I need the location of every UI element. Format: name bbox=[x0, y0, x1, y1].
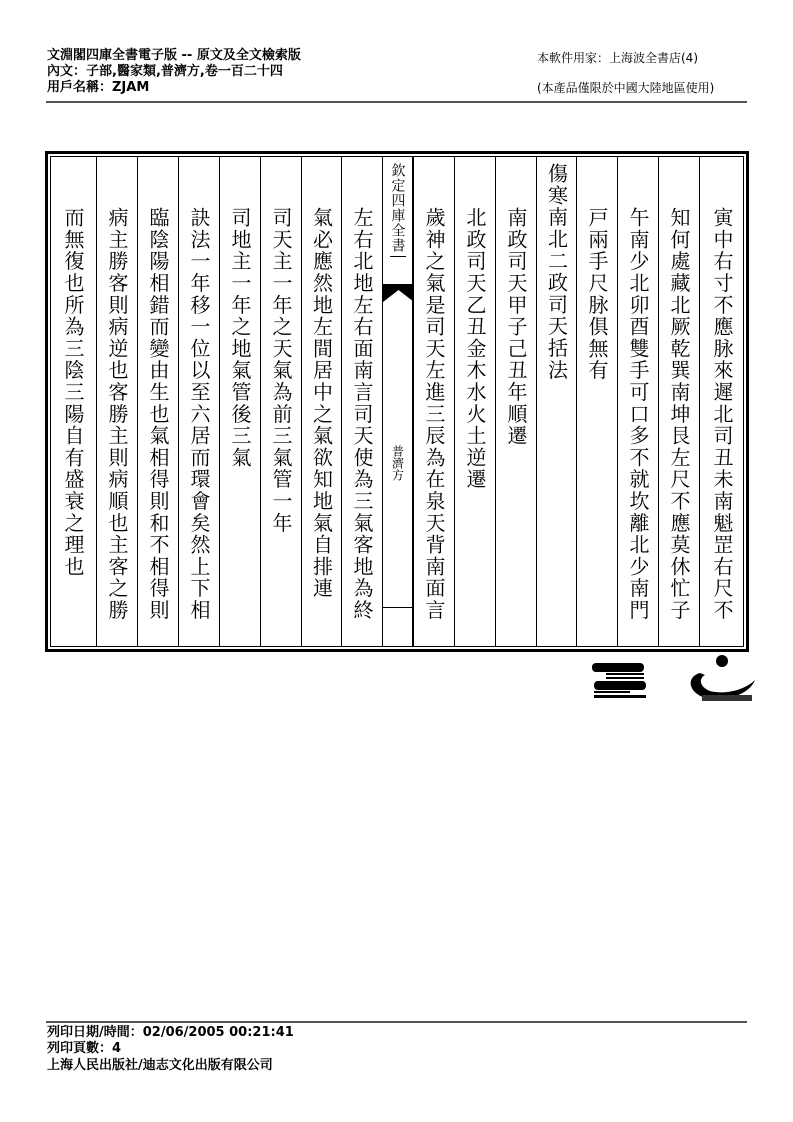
column-text: 司天主一年之天氣為前三氣管一年 bbox=[269, 207, 293, 534]
column-text: 司地主一年之地氣管後三氣 bbox=[228, 207, 252, 469]
footer-rule bbox=[46, 1021, 747, 1023]
print-pages: 列印頁數：4 bbox=[47, 1041, 122, 1056]
column-text: 戸兩手尺脉俱無有 bbox=[585, 207, 609, 382]
column-text: 南政司天甲子己丑年順遷 bbox=[504, 207, 528, 447]
text-column bbox=[454, 157, 495, 646]
library-title: 欽定四庫全書 bbox=[390, 163, 406, 257]
center-column bbox=[382, 157, 413, 646]
column-text: 氣必應然地左間居中之氣欲知地氣自排連 bbox=[309, 207, 334, 600]
text-area bbox=[50, 156, 744, 647]
column-text: 午南少北卯酉雙手可口多不就坎離北少南門 bbox=[626, 207, 650, 622]
text-column bbox=[96, 157, 137, 646]
page-frame bbox=[45, 151, 749, 652]
column-text: 傷寒南北二政司天括法 bbox=[544, 163, 569, 381]
center-divider bbox=[383, 607, 412, 608]
column-text: 而無復也所為三陰三陽自有盛衰之理也 bbox=[61, 207, 85, 578]
text-column bbox=[413, 157, 454, 646]
header-line2: 內文：子部,醫家類,普濟方,卷一百二十四 bbox=[47, 64, 283, 79]
column-text: 訣法一年移一位以至六居而環會矣然上下相 bbox=[187, 207, 211, 622]
text-column bbox=[341, 157, 382, 646]
column-text: 知何處藏北厥乾巽南坤艮左尺不應莫休忙子 bbox=[667, 207, 691, 622]
column-text: 病主勝客則病逆也客勝主則病順也主客之勝 bbox=[105, 207, 129, 622]
text-column bbox=[137, 157, 178, 646]
fishtail-mark-icon bbox=[383, 284, 414, 302]
print-datetime: 列印日期/時間：02/06/2005 00:21:41 bbox=[47, 1025, 294, 1040]
text-column bbox=[617, 157, 658, 646]
publisher: 上海人民出版社/迪志文化出版有限公司 bbox=[47, 1058, 273, 1073]
text-column bbox=[260, 157, 301, 646]
column-text: 左右北地左右面南言司天使為三氣客地為終 bbox=[350, 207, 374, 622]
text-column bbox=[699, 157, 744, 646]
text-column bbox=[658, 157, 699, 646]
header-user: 用戶名稱：ZJAM bbox=[47, 80, 150, 95]
header-restriction: (本產品僅限於中國大陸地區使用) bbox=[537, 81, 715, 95]
column-text: 歲神之氣是司天左進三辰為在泉天背南面言 bbox=[422, 207, 446, 622]
column-text: 北政司天乙丑金木水火土逆遷 bbox=[463, 207, 487, 491]
header-licensee: 本軟件用家：上海波全書店(4) bbox=[537, 51, 698, 65]
column-text: 寅中右寸不應脉來遲北司丑未南魁罡右尺不 bbox=[710, 207, 734, 622]
text-column bbox=[576, 157, 617, 646]
publisher-logo-icon bbox=[590, 655, 760, 705]
text-column bbox=[178, 157, 219, 646]
text-column bbox=[495, 157, 536, 646]
text-column bbox=[536, 157, 576, 646]
text-column bbox=[50, 157, 96, 646]
header-line1: 文淵閣四庫全書電子版 -- 原文及全文檢索版 bbox=[47, 48, 301, 63]
column-text: 臨陰陽相錯而變由生也氣相得則和不相得則 bbox=[146, 207, 170, 622]
text-column bbox=[219, 157, 260, 646]
text-column bbox=[301, 157, 341, 646]
book-title: 普濟方 bbox=[390, 445, 405, 481]
header-rule bbox=[46, 101, 747, 103]
